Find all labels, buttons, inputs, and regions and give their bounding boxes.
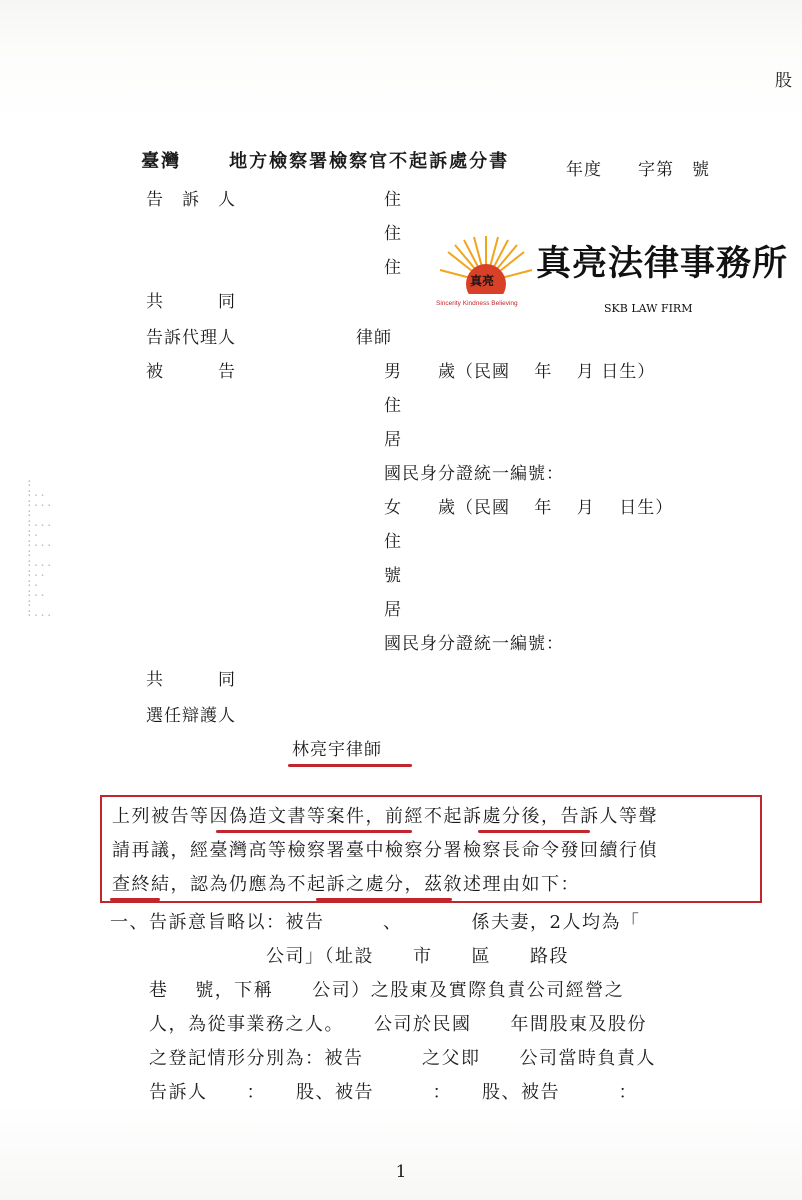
- underline-case: [216, 830, 412, 833]
- title-region: 臺灣: [141, 151, 182, 172]
- body-line-5: 公司」（址設 市 區 路段: [110, 946, 569, 967]
- page-number: 1: [395, 1162, 407, 1182]
- logo-seal-text: 真亮: [470, 274, 495, 288]
- defense-label: 選任辯護人: [146, 706, 236, 726]
- body-line-4: 一、告訴意旨略以：被告 、 係夫妻，2人均為「: [110, 912, 641, 933]
- defendant-1-residence: 居: [384, 430, 402, 450]
- section-mark: 股: [775, 71, 792, 91]
- law-firm-logo: [436, 232, 796, 322]
- plaintiff-address-3: 住: [384, 258, 402, 278]
- joint-2-label: 共 同: [146, 670, 236, 690]
- lawyer-name: 林亮宇律師: [292, 740, 382, 760]
- logo-motto: Sincerity Kindness Believing: [436, 300, 518, 307]
- joint-label: 共 同: [146, 292, 236, 312]
- defendant-1-info: 男 歲（民國 年 月 日生）: [384, 362, 656, 382]
- lawyer-underline: [288, 764, 412, 767]
- title-main: 地方檢察署檢察官不起訴處分書: [229, 151, 510, 172]
- plaintiff-address-1: 住: [384, 190, 402, 210]
- defendant-2-address: 住: [384, 532, 402, 552]
- plaintiff-label: 告 訴 人: [146, 190, 236, 210]
- body-line-6: 巷 號，下稱 公司）之股東及實際負責公司經營之: [110, 980, 625, 1001]
- body-line-8: 之登記情形分別為：被告 之父即 公司當時負責人: [110, 1048, 656, 1069]
- defendant-label: 被 告: [146, 362, 236, 382]
- defendant-2-info: 女 歲（民國 年 月 日生）: [384, 498, 674, 518]
- binding-holes: : :.. :... : :... :. :... : :... :.. :. :.. : :...: [26, 476, 53, 619]
- body-line-2: 請再議，經臺灣高等檢察署臺中檢察分署檢察長命令發回續行偵: [112, 840, 658, 861]
- agent-value: 律師: [356, 328, 392, 348]
- document-title: [108, 126, 509, 194]
- defendant-1-address: 住: [384, 396, 402, 416]
- defendant-2-number: 號: [384, 566, 402, 586]
- plaintiff-address-2: 住: [384, 224, 402, 244]
- defendant-2-id: 國民身分證統一編號：: [384, 634, 564, 654]
- body-line-1: 上列被告等因偽造文書等案件，前經不起訴處分後，告訴人等聲: [112, 806, 658, 827]
- body-line-3: 查終結，認為仍應為不起訴之處分，茲敘述理由如下：: [112, 874, 580, 895]
- document-number: 年度 字第 號: [566, 160, 710, 180]
- underline-investigation: [110, 898, 160, 901]
- body-line-9: 告訴人 ： 股、被告 ： 股、被告 ：: [110, 1082, 638, 1103]
- logo-english: SKB LAW FIRM: [604, 302, 693, 315]
- underline-disposition-1: [478, 830, 590, 833]
- body-line-7: 人，為從事業務之人。 公司於民國 年間股東及股份: [110, 1014, 647, 1035]
- defendant-2-residence: 居: [384, 600, 402, 620]
- agent-label: 告訴代理人: [146, 328, 236, 348]
- underline-disposition-2: [316, 898, 452, 901]
- defendant-1-id: 國民身分證統一編號：: [384, 464, 564, 484]
- logo-firm-name: 真亮法律事務所: [536, 243, 789, 284]
